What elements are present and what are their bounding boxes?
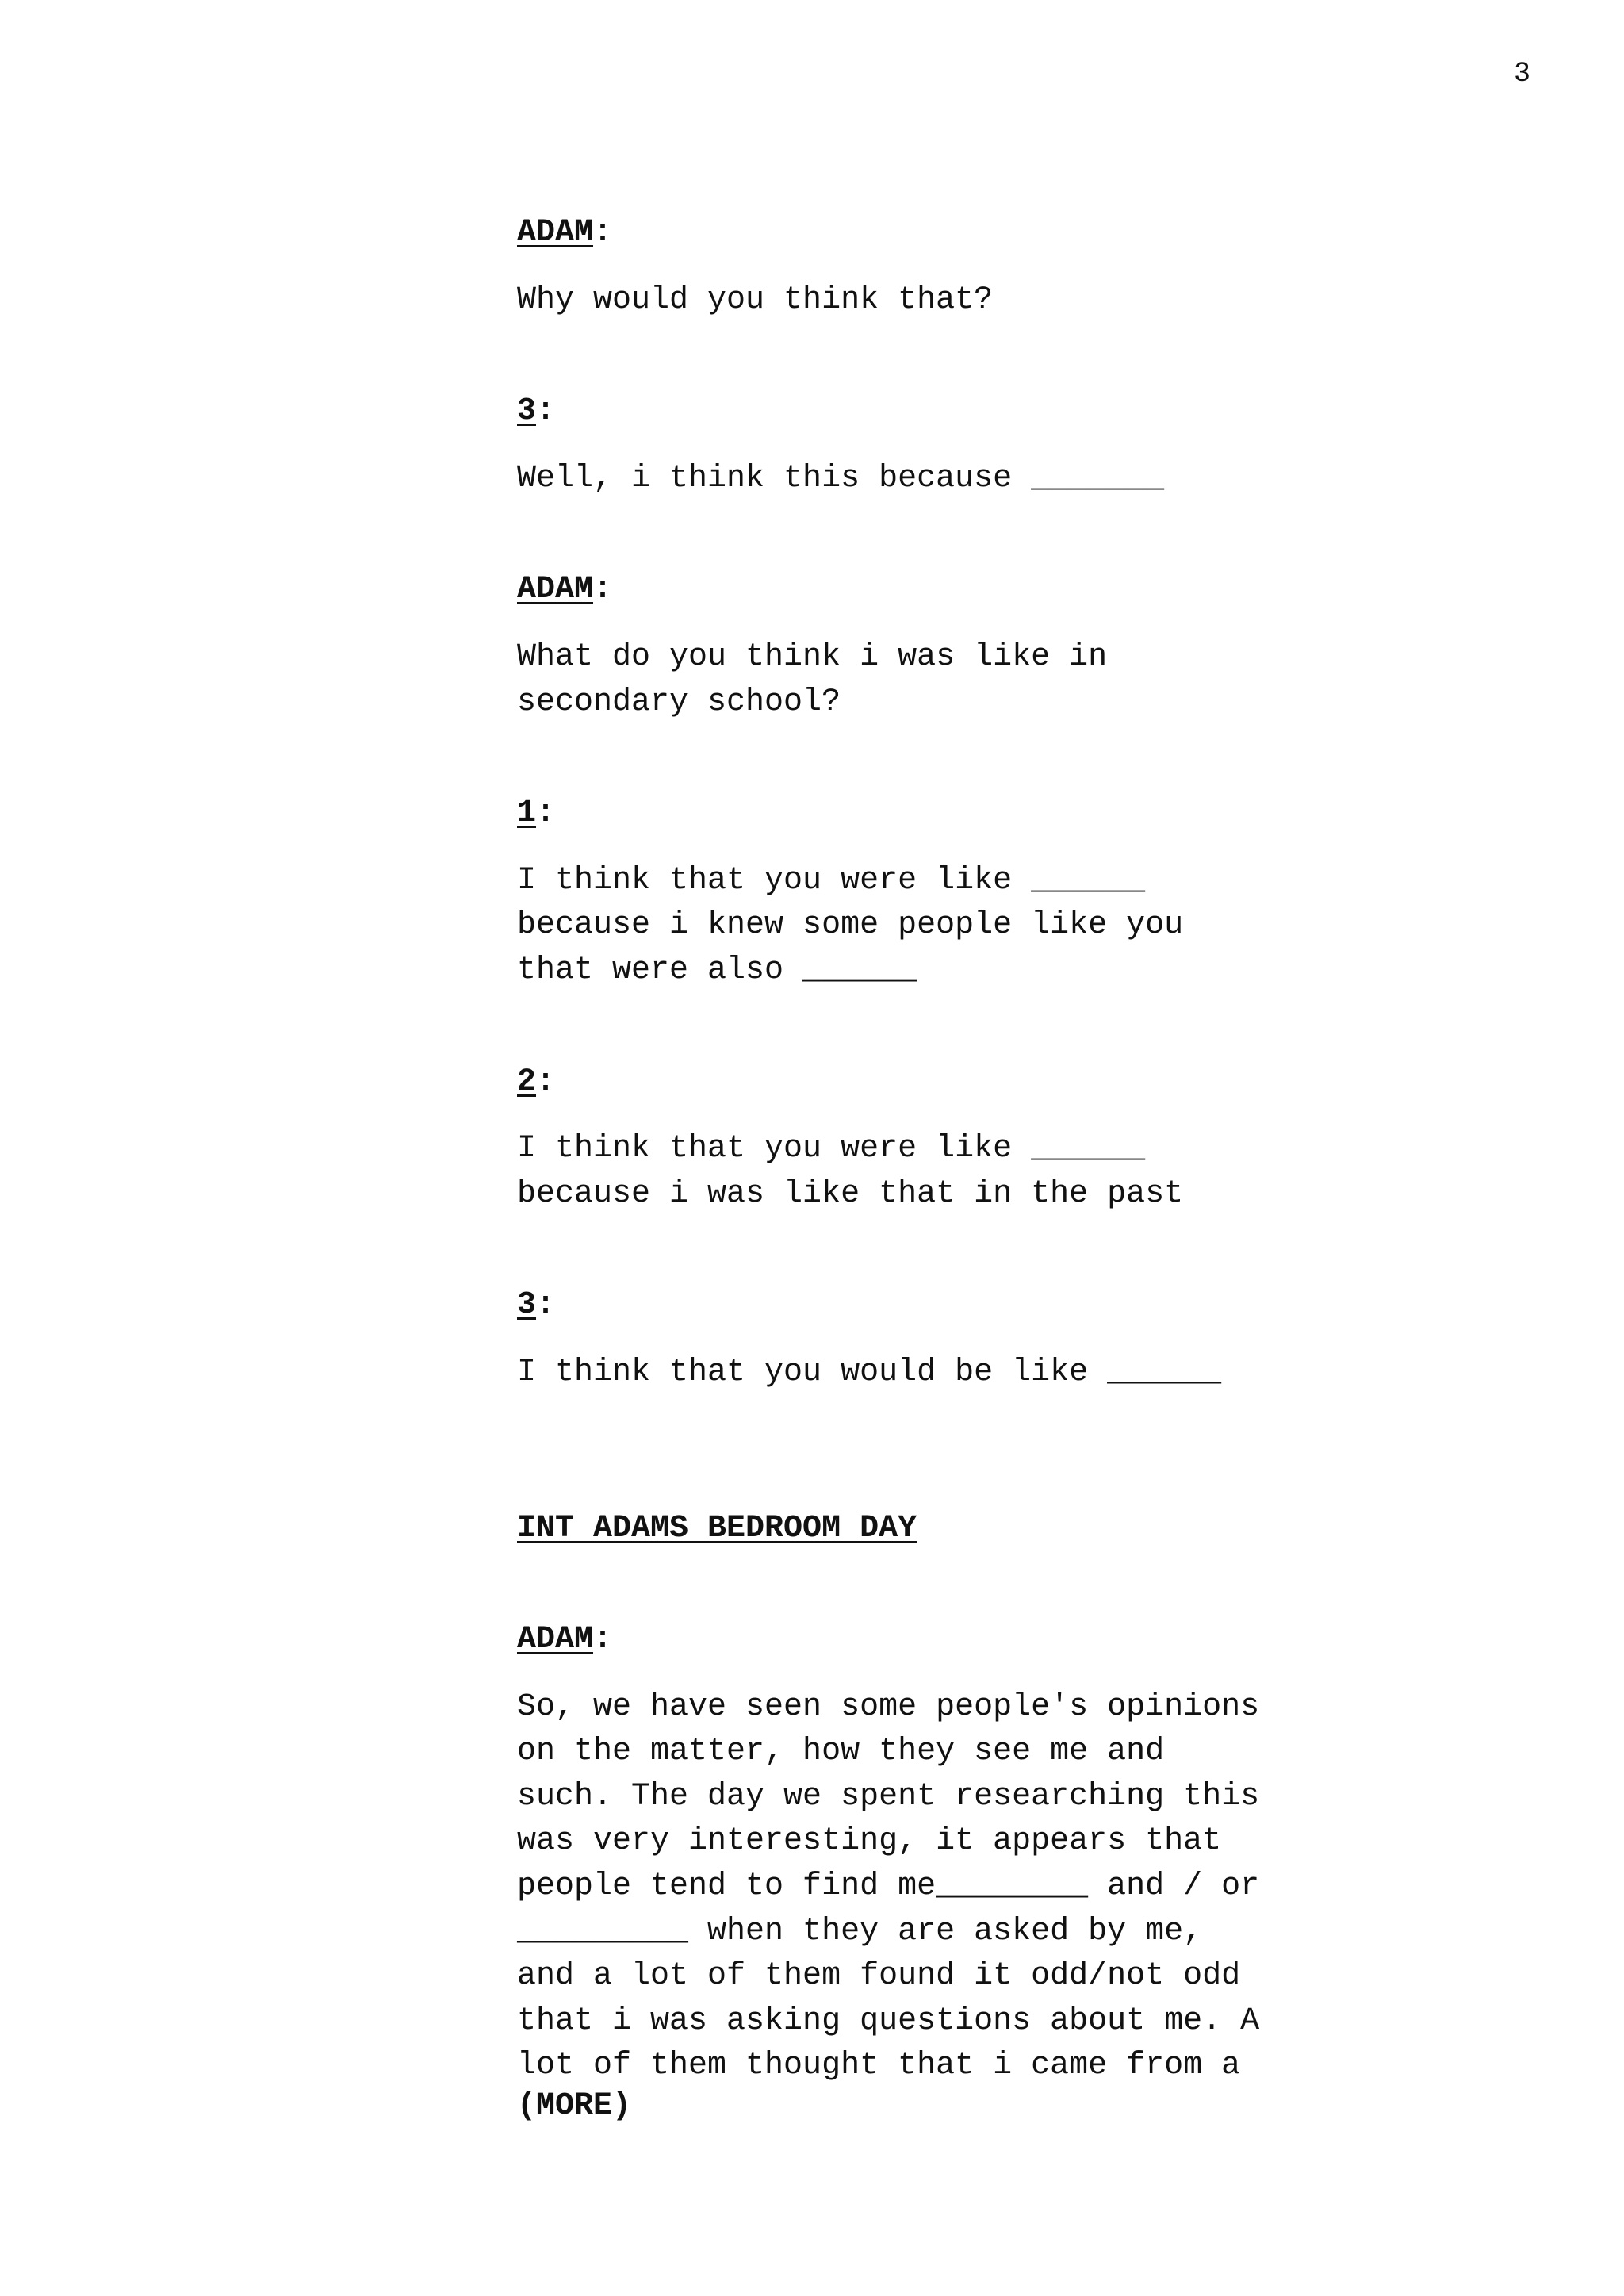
speaker-colon: : bbox=[593, 1622, 613, 1658]
dialogue-line: lot of them thought that i came from a bbox=[517, 2048, 1241, 2084]
dialogue-line: What do you think i was like in bbox=[517, 638, 1108, 675]
dialogue-line: Why would you think that? bbox=[517, 282, 994, 318]
speaker-cue bbox=[517, 792, 1358, 837]
scene-spacer bbox=[517, 1462, 1358, 1507]
dialogue-line: such. The day we spent researching this bbox=[517, 1778, 1260, 1815]
speaker-name: ADAM bbox=[517, 215, 594, 251]
dialogue-block bbox=[517, 211, 1358, 323]
dialogue-line: I think that you were like ______ bbox=[517, 1131, 1146, 1167]
dialogue-text bbox=[517, 457, 1358, 502]
speaker-name: ADAM bbox=[517, 572, 594, 608]
screenplay-body bbox=[517, 211, 1358, 2191]
dialogue-line: I think that you were like ______ bbox=[517, 862, 1146, 899]
speaker-name: 3 bbox=[517, 1287, 537, 1324]
dialogue-line: So, we have seen some people's opinions bbox=[517, 1688, 1260, 1725]
dialogue-line: people tend to find me________ and / or bbox=[517, 1869, 1260, 1905]
dialogue-line: I think that you would be like ______ bbox=[517, 1354, 1222, 1390]
dialogue-line: was very interesting, it appears that bbox=[517, 1823, 1222, 1860]
speaker-colon: : bbox=[536, 393, 556, 430]
dialogue-text bbox=[517, 1351, 1358, 1396]
speaker-colon: : bbox=[593, 572, 613, 608]
dialogue-line: that were also ______ bbox=[517, 952, 917, 988]
dialogue-line: _________ when they are asked by me, bbox=[517, 1913, 1203, 1949]
speaker-name: ADAM bbox=[517, 1622, 594, 1658]
dialogue-block bbox=[517, 792, 1358, 993]
speaker-name: 2 bbox=[517, 1064, 537, 1100]
dialogue-line: and a lot of them found it odd/not odd bbox=[517, 1958, 1241, 1995]
dialogue-block bbox=[517, 389, 1358, 501]
speaker-name: 1 bbox=[517, 795, 537, 832]
speaker-colon: : bbox=[536, 1287, 556, 1324]
dialogue-block bbox=[517, 1060, 1358, 1217]
dialogue-text bbox=[517, 859, 1358, 994]
dialogue-line: that i was asking questions about me. A bbox=[517, 2003, 1260, 2039]
dialogue-line: because i knew some people like you bbox=[517, 907, 1184, 944]
page-number: 3 bbox=[1513, 58, 1530, 90]
dialogue-line: Well, i think this because _______ bbox=[517, 460, 1165, 496]
dialogue-text bbox=[517, 635, 1358, 725]
speaker-cue bbox=[517, 211, 1358, 256]
speaker-cue bbox=[517, 389, 1358, 435]
speaker-cue bbox=[517, 568, 1358, 613]
speaker-name: 3 bbox=[517, 393, 537, 430]
dialogue-block bbox=[517, 1618, 1358, 2124]
dialogue-text bbox=[517, 1685, 1358, 2124]
dialogue-text bbox=[517, 278, 1358, 324]
dialogue-line: secondary school? bbox=[517, 684, 841, 720]
dialogue-line: because i was like that in the past bbox=[517, 1175, 1184, 1212]
dialogue-line: on the matter, how they see me and bbox=[517, 1734, 1165, 1770]
speaker-colon: : bbox=[593, 215, 613, 251]
dialogue-block bbox=[517, 568, 1358, 725]
scene-heading: INT ADAMS BEDROOM DAY bbox=[517, 1510, 917, 1547]
more-continuation: (MORE) bbox=[517, 2088, 632, 2125]
speaker-colon: : bbox=[536, 1064, 556, 1100]
dialogue-text bbox=[517, 1127, 1358, 1217]
speaker-cue bbox=[517, 1618, 1358, 1663]
speaker-cue bbox=[517, 1060, 1358, 1106]
dialogue-block bbox=[517, 1283, 1358, 1395]
speaker-cue bbox=[517, 1283, 1358, 1328]
speaker-colon: : bbox=[536, 795, 556, 832]
